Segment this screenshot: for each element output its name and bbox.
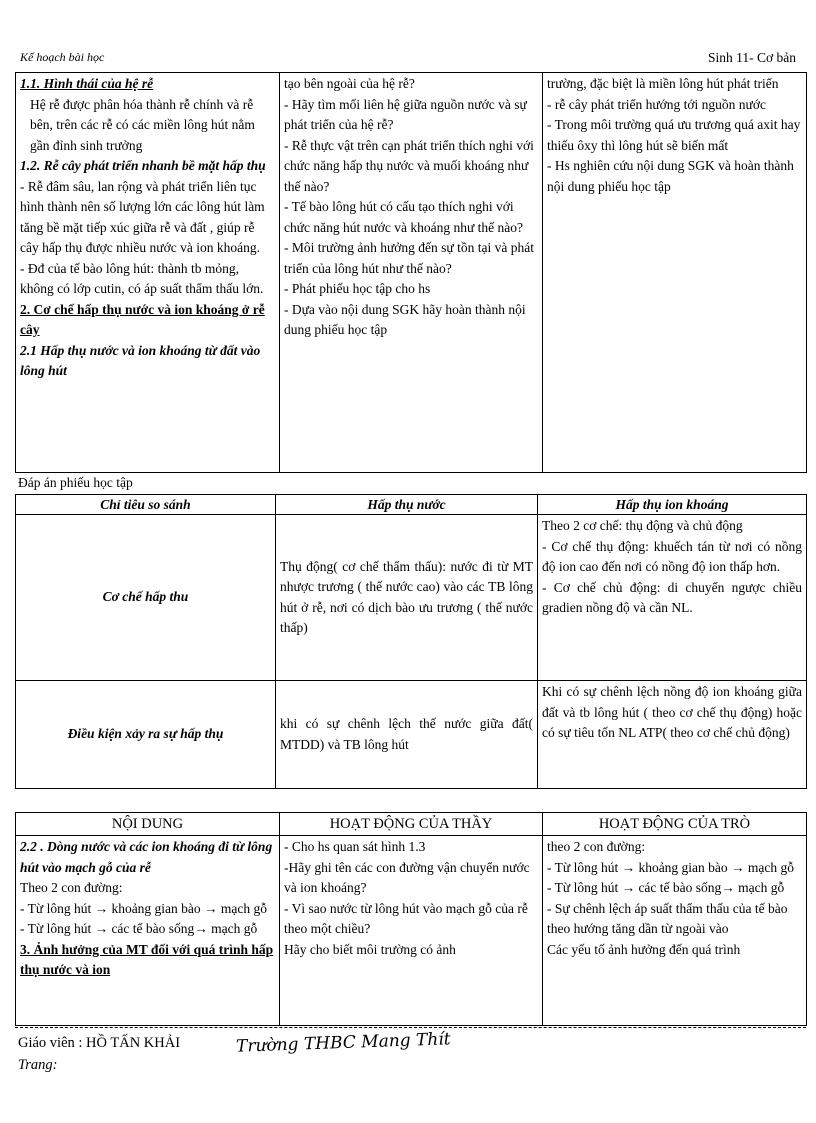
text-line: - Dựa vào nội dung SGK hãy hoàn thành nội dung phiếu học tập xyxy=(284,301,526,337)
text-line: - Từ lông hút → các tế bào sống→ mạch gỗ xyxy=(547,880,785,895)
text-line: - Hs nghiên cứu nội dung SGK và hoàn thành nội dung phiếu học tập xyxy=(547,158,794,194)
answer-row2-label: Điều kiện xảy ra sự hấp thụ xyxy=(16,681,276,789)
text-line: - Từ lông hút → các tế bào sống→ mạch gỗ xyxy=(20,921,258,936)
text-line: - Từ lông hút → khoảng gian bào → mạch gỗ xyxy=(20,900,268,916)
text-line: Các yếu tố ảnh hưởng đến quá trình xyxy=(547,941,741,957)
t1-student-col xyxy=(543,73,807,473)
text-line: trường, đặc biệt là miền lông hút phát triển xyxy=(547,76,779,91)
t3-teacher-col xyxy=(280,836,543,1026)
header-left: Kế hoạch bài học xyxy=(20,50,105,64)
t3-content-col xyxy=(16,836,280,1026)
t3-header-student: HOẠT ĐỘNG CỦA TRÒ xyxy=(543,813,807,836)
text-line: - Trong môi trường quá ưu trương quá axit hay thiếu ôxy thì lông hút sẽ biến mất xyxy=(547,117,801,153)
text-line: - Hãy tìm mối liên hệ giữa nguồn nước và sự phát triển của hệ rễ? xyxy=(284,96,527,132)
t1-content-col xyxy=(16,73,280,473)
text-line: - Môi trường ảnh hưởng đến sự tồn tại và phát triển của lông hút như thế nào? xyxy=(284,240,534,276)
text-line: theo 2 con đường: xyxy=(547,839,646,854)
school-signature: Trường THBC Mang Thít xyxy=(235,1029,451,1057)
lesson-table-1 xyxy=(15,72,807,473)
text-line: Hệ rễ được phân hóa thành rễ chính và rễ bên, trên các rễ có các miền lông hút nằm gần đỉnh sinh trưởng xyxy=(30,96,255,153)
answer-row1-ion xyxy=(538,515,807,681)
answer-row2-water: khi có sự chênh lệch thế nước giữa đất( MTDD) và TB lông hút xyxy=(276,681,538,789)
text-line: - Phát phiếu học tập cho hs xyxy=(284,281,431,296)
t3-student-col xyxy=(543,836,807,1026)
footer-divider xyxy=(15,1027,806,1028)
answer-row2-ion: Khi có sự chênh lệch nồng độ ion khoáng giữa đất và tb lông hút ( theo cơ chế thụ động) hoặc có sự tiêu tốn NL ATP( theo cơ chế chủ động) xyxy=(538,681,807,789)
t1-teacher-col xyxy=(280,73,543,473)
answer-row1-label: Cơ chế hấp thu xyxy=(16,515,276,681)
text-line: tạo bên ngoài của hệ rễ? xyxy=(284,76,415,91)
answer-header-ion: Hấp thụ ion khoáng xyxy=(538,495,807,515)
text-line: Hãy cho biết môi trường có ảnh xyxy=(284,941,456,957)
ion-line: Theo 2 cơ chế: thụ động và chủ động xyxy=(542,518,743,533)
text-line: 2.2 . Dòng nước và các ion khoáng đi từ lông hút vào mạch gỗ của rễ xyxy=(20,839,273,875)
footer-teacher: Giáo viên : HỒ TẤN KHẢI xyxy=(18,1035,181,1051)
text-line: - Rễ đâm sâu, lan rộng và phát triển liên tục hình thành nên số lượng lớn các lông hút làm tăng bề mặt tiếp xúc giữa rễ và đất , giúp rễ cây hấp thụ được nhiều nước và ion khoáng. xyxy=(20,178,265,255)
header-right: Sinh 11- Cơ bản xyxy=(707,50,796,65)
lesson-table-2 xyxy=(15,812,807,1026)
answer-table xyxy=(15,494,807,789)
text-line: 2. Cơ chế hấp thụ nước và ion khoáng ở rễ cây xyxy=(20,301,265,337)
text-line: - Rễ thực vật trên cạn phát triển thích nghi với chức năng hấp thụ nước và muối khoáng như thế nào? xyxy=(284,137,534,194)
answer-row1-water: Thụ động( cơ chế thẩm thấu): nước đi từ MT nhược trương ( thế nước cao) vào các TB lông hút ở rễ, nơi có dịch bào ưu trương ( thế nước thấp) xyxy=(276,515,538,681)
footer-page: Trang: xyxy=(18,1057,58,1073)
answer-title: Đáp án phiếu học tập xyxy=(18,475,133,490)
text-line: - rễ cây phát triển hướng tới nguồn nước xyxy=(547,96,766,112)
text-line: 3. Ảnh hưởng của MT đối với quá trình hấp thụ nước và ion xyxy=(20,941,274,977)
text-line: - Từ lông hút → khoảng gian bào → mạch gỗ xyxy=(547,859,795,875)
text-line: Theo 2 con đường: xyxy=(20,880,123,895)
text-line: 1.1. Hình thái của hệ rễ xyxy=(20,76,154,91)
text-line: 2.1 Hấp thụ nước và ion khoáng từ đất vào lông hút xyxy=(20,342,261,378)
ion-line: - Cơ chế thụ động: khuếch tán từ nơi có nồng độ ion cao đến nơi có nồng độ ion thấp hơn. xyxy=(542,538,802,574)
t3-header-teacher: HOẠT ĐỘNG CỦA THẦY xyxy=(280,813,543,836)
ion-line: - Cơ chế chủ động: di chuyển ngược chiều gradien nồng độ và cần NL. xyxy=(542,579,802,615)
answer-header-criteria: Chỉ tiêu so sánh xyxy=(16,495,276,515)
t3-header-content: NỘI DUNG xyxy=(16,813,280,836)
text-line: - Cho hs quan sát hình 1.3 xyxy=(284,839,426,854)
text-line: - Tế bào lông hút có cấu tạo thích nghi với chức năng hút nước và khoáng như thế nào? xyxy=(284,199,524,235)
answer-header-water: Hấp thụ nước xyxy=(276,495,538,515)
page-header xyxy=(20,50,796,68)
text-line: - Vì sao nước từ lông hút vào mạch gỗ của rễ theo một chiều? xyxy=(284,900,528,936)
text-line: 1.2. Rễ cây phát triển nhanh bề mặt hấp thụ xyxy=(20,158,266,173)
text-line: - Đđ của tế bào lông hút: thành tb mỏng, không có lớp cutin, có áp suất thẩm thấu lớn. xyxy=(20,260,264,296)
text-line: -Hãy ghi tên các con đường vận chuyển nước và ion khoáng? xyxy=(284,859,530,895)
text-line: - Sự chênh lệch áp suất thẩm thấu của tế bào theo hướng tăng dần từ ngoài vào xyxy=(547,900,788,936)
